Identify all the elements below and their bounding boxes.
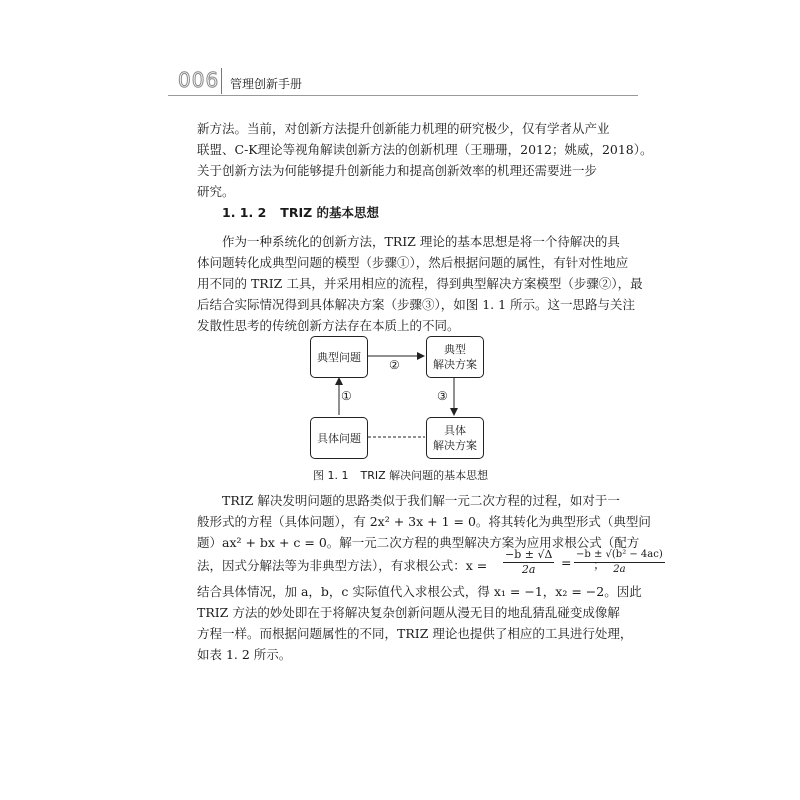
text-line: 发散性思考的传统创新方法存在本质上的不同。 <box>197 318 460 333</box>
text-line: TRIZ 方法的妙处即在于将解决复杂创新问题从漫无目的地乱猜乱碰变成像解 <box>197 605 620 620</box>
text-line: 结合具体情况，加 a，b，c 实际值代入求根公式，得 x₁ = −1，x₂ = −2。因此 <box>197 584 642 599</box>
text-line: 新方法。当前，对创新方法提升创新能力机理的研究极少，仅有学者从产业 <box>197 121 610 136</box>
equation-paragraph <box>197 490 651 553</box>
formula-equals: = <box>561 555 572 570</box>
text-line: 研究。 <box>197 184 235 199</box>
box-specific-problem: 具体问题 <box>310 417 368 459</box>
figure-caption-text: TRIZ 解决问题的基本思想 <box>360 469 489 482</box>
box-typical-problem: 典型问题 <box>310 336 368 378</box>
page-number: 006 <box>178 68 220 92</box>
step3-label: ③ <box>437 389 448 403</box>
text-line: 般形式的方程（具体问题），有 2x² + 3x + 1 = 0。将其转化为典型形式（典型问 <box>197 514 651 529</box>
frac2-numerator: −b ± √(b² − 4ac) <box>574 548 665 563</box>
text-line: 作为一种系统化的创新方法，TRIZ 理论的基本思想是将一个待解决的具 <box>197 234 620 249</box>
figure-caption <box>313 467 500 483</box>
text-line: 如表 1. 2 所示。 <box>197 647 292 662</box>
conclusion-paragraph <box>197 581 642 665</box>
formula-fraction-1 <box>503 548 554 577</box>
text-line: 用不同的 TRIZ 工具，并采用相应的流程，得到典型解决方案模型（步骤②），最 <box>197 276 643 291</box>
frac1-numerator: −b ± √Δ <box>505 548 553 561</box>
book-title: 管理创新手册 <box>230 77 303 91</box>
section-number: 1. 1. 2 <box>222 205 267 220</box>
box-specific-solution: 具体 解决方案 <box>426 417 484 459</box>
text-line: 后结合实际情况得到具体解决方案（步骤③），如图 1. 1 所示。这一思路与关注 <box>197 297 636 312</box>
step1-label: ① <box>341 389 352 403</box>
text-line: TRIZ 解决发明问题的思路类似于我们解一元二次方程的过程，如对于一 <box>197 493 620 508</box>
formula-end: ； <box>593 557 606 572</box>
text-line: 关于创新方法为何能够提升创新能力和提高创新效率的机理还需要进一步 <box>197 163 598 178</box>
formula-lead-text: 法，因式分解法等为非典型方法），有求根公式：x = <box>197 558 488 573</box>
frac1-denominator: 2a <box>521 563 536 576</box>
section-title: TRIZ 的基本思想 <box>280 205 380 220</box>
text-line: 联盟、C-K理论等视角解读创新方法的创新机理（王珊珊，2012；姚威，2018）。 <box>197 142 653 157</box>
frac2-denominator: 2a <box>613 564 626 575</box>
formula-fraction-2 <box>574 548 665 577</box>
text-line: 体问题转化成典型问题的模型（步骤①），然后根据问题的属性，有针对性地应 <box>197 255 629 270</box>
step2-label: ② <box>389 358 400 372</box>
text-line: 方程一样。而根据问题属性的不同，TRIZ 理论也提供了相应的工具进行处理， <box>197 626 633 641</box>
box-typical-solution: 典型 解决方案 <box>426 336 484 378</box>
quadratic-formula-line <box>197 546 663 582</box>
figure-number: 图 1. 1 <box>313 469 349 482</box>
text-line: 题）ax² + bx + c = 0。解一元二次方程的典型解决方案为应用求根公式（配方 <box>197 535 640 550</box>
